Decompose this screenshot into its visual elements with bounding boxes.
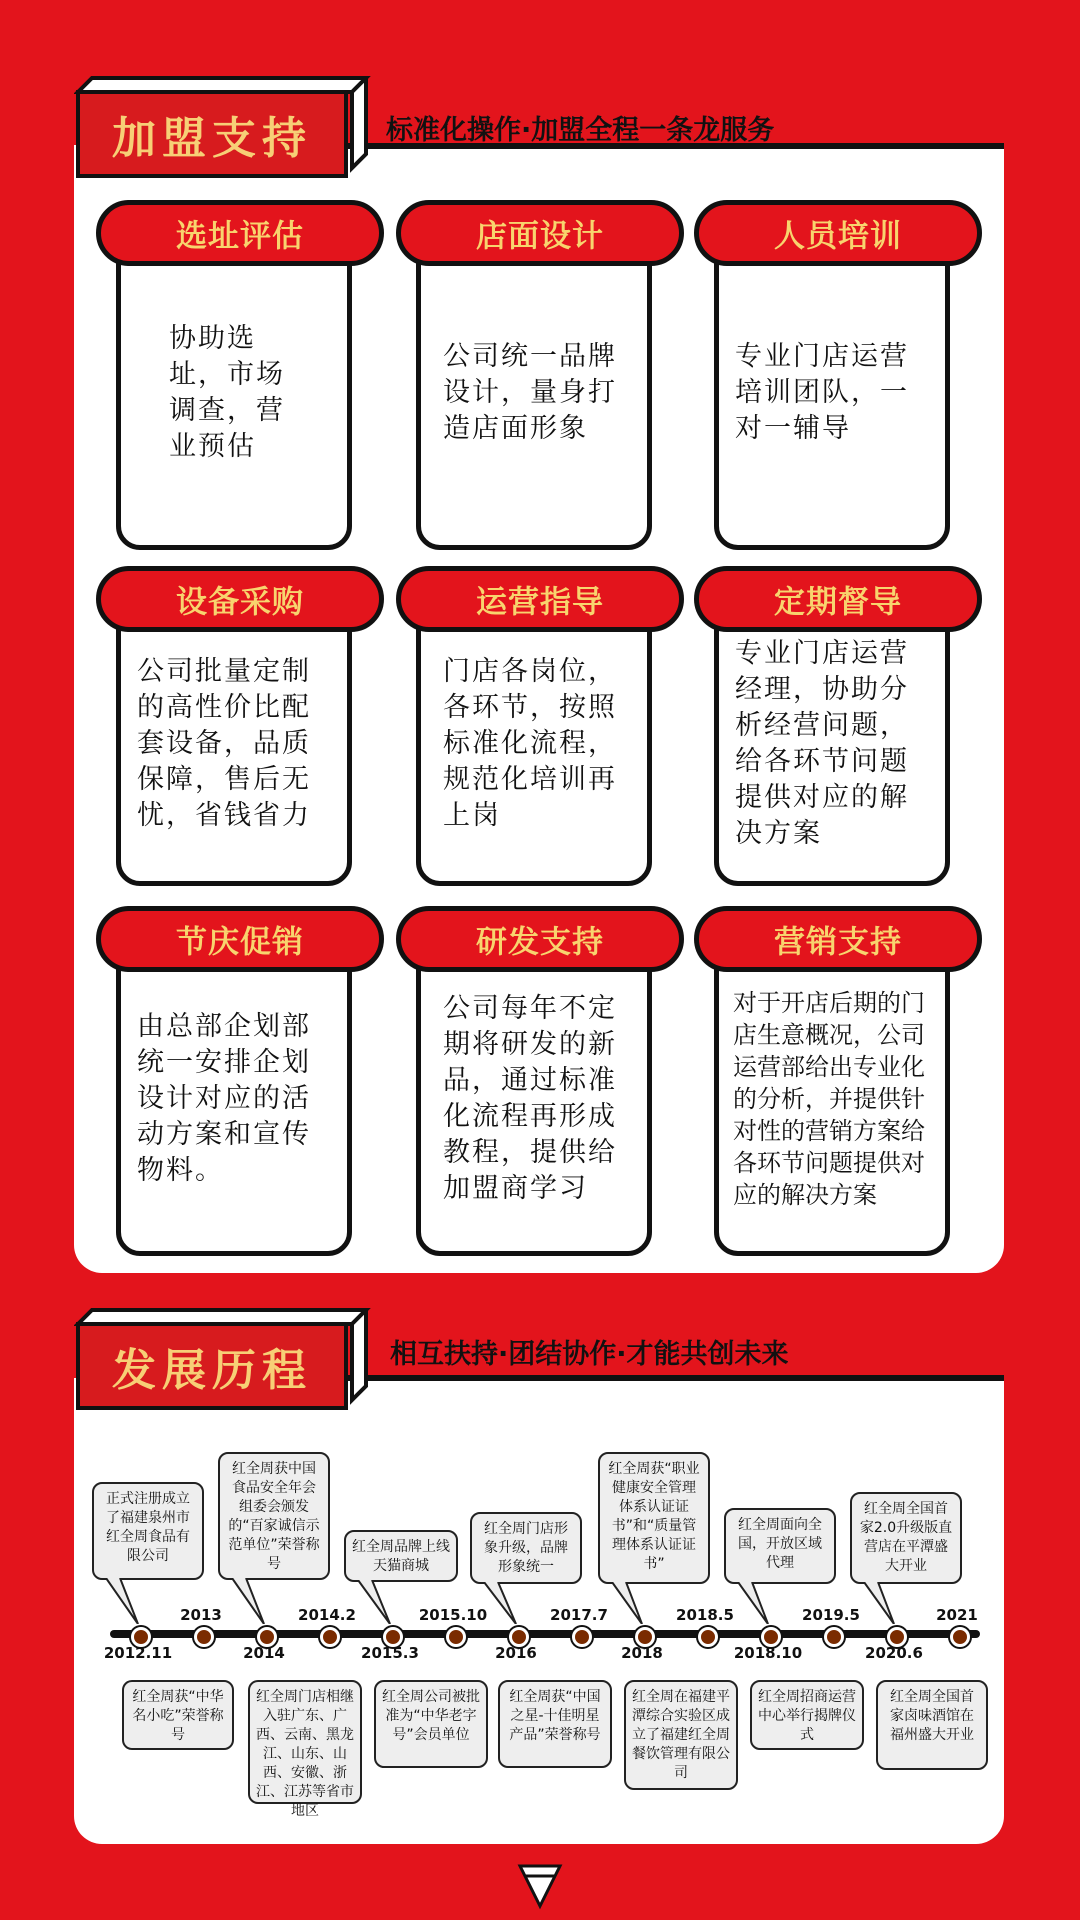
timeline-year: 2020.6 [865,1644,923,1662]
timeline-event-bubble: 红全周门店形象升级，品牌形象统一 [470,1512,582,1584]
timeline-year: 2014.2 [298,1606,356,1624]
service-card-text: 门店各岗位，各环节，按照标准化流程，规范化培训再上岗 [443,656,617,831]
timeline-event-bubble: 红全周获“中国之星-十佳明星产品”荣誉称号 [498,1680,612,1768]
service-card-title: 节庆促销 [176,924,304,961]
service-card [396,200,684,550]
timeline-dot [194,1627,214,1647]
timeline-year: 2015.3 [361,1644,419,1662]
timeline-year: 2019.5 [802,1606,860,1624]
timeline-bubble-pointer [354,1580,400,1624]
timeline-year: 2018 [621,1644,663,1662]
service-card-text: 公司每年不定期将研发的新品，通过标准化流程再形成教程，提供给加盟商学习 [443,993,617,1204]
timeline-bubble-pointer [886,1644,946,1682]
section2-subtitle: 相互扶持·团结协作·才能共创未来 [390,1339,789,1370]
timeline-dot [446,1627,466,1647]
timeline-event-bubble: 红全周获中国食品安全年会组委会颁发的“百家诚信示范单位”荣誉称号 [218,1452,330,1580]
timeline-bubble-pointer [608,1582,652,1624]
timeline-dot [698,1627,718,1647]
service-card-title: 人员培训 [774,218,902,255]
timeline-bubble-pointer [508,1644,568,1682]
timeline-event-bubble: 红全周招商运营中心举行揭牌仪式 [750,1680,864,1750]
service-card-text: 协助选址，市场调查，营业预估 [169,323,285,462]
timeline-year: 2017.7 [550,1606,608,1624]
section1-subtitle: 标准化操作·加盟全程一条龙服务 [386,115,775,146]
timeline-year: 2015.10 [418,1606,488,1624]
service-card-title: 营销支持 [774,924,902,961]
service-card [96,200,384,550]
timeline-dot [824,1627,844,1647]
service-card [396,566,684,886]
timeline-year: 2014 [243,1644,285,1662]
service-card [96,566,384,886]
timeline-year: 2012.11 [103,1644,173,1662]
service-card-title: 选址评估 [176,218,304,255]
timeline-event-bubble: 红全周在福建平潭综合实验区成立了福建红全周餐饮管理有限公司 [624,1680,738,1790]
timeline-dot [572,1627,592,1647]
timeline-event-bubble: 红全周公司被批准为“中华老字号”会员单位 [374,1680,488,1768]
timeline-event-bubble: 红全周品牌上线天猫商城 [344,1530,458,1582]
timeline-bubble-pointer [480,1582,526,1624]
timeline-event-bubble: 正式注册成立了福建泉州市红全周食品有限公司 [92,1482,204,1580]
down-arrow-icon[interactable] [516,1862,564,1910]
timeline-bubble-pointer [228,1578,274,1624]
timeline-axis [110,1630,980,1638]
service-card [396,906,684,1256]
timeline-year: 2018.5 [676,1606,734,1624]
timeline-event-bubble: 红全周获“职业健康安全管理体系认证证书”和“质量管理体系认证证书” [598,1452,710,1584]
timeline-event-bubble: 红全周全国首家2.0升级版直营店在平潭盛大开业 [850,1492,962,1584]
timeline-dot [320,1627,340,1647]
section2-title: 发展历程 [112,1345,312,1396]
service-card [96,906,384,1256]
service-card [694,566,982,886]
service-card-title: 运营指导 [476,584,604,621]
service-card-title: 设备采购 [176,584,304,621]
timeline-event-bubble: 红全周门店相继入驻广东、广西、云南、黑龙江、山东、山西、安徽、浙江、江苏等省市地区 [248,1680,362,1804]
service-card-text: 专业门店运营经理，协助分析经营问题，给各环节问题提供对应的解决方案 [735,638,909,849]
timeline-year: 2021 [936,1606,978,1624]
timeline-event-bubble: 红全周面向全国，开放区域代理 [724,1508,836,1584]
timeline-bubble-pointer [734,1582,778,1624]
service-card-text: 由总部企划部统一安排企划设计对应的活动方案和宣传物料。 [137,1011,311,1186]
timeline-bubble-pointer [384,1644,444,1682]
service-card-title: 定期督导 [774,584,902,621]
service-card-title: 研发支持 [476,924,604,961]
timeline-bubble-pointer [860,1582,904,1624]
timeline-bubble-pointer [760,1644,820,1682]
timeline-bubble-pointer [258,1644,318,1682]
service-card-text: 对于开店后期的门店生意概况，公司运营部给出专业化的分析，并提供针对性的营销方案给各环节问题提供对应的解决方案 [733,989,925,1209]
section1-title-box [76,90,348,178]
timeline-year: 2018.10 [733,1644,803,1662]
timeline-event-bubble: 红全周获“中华名小吃”荣誉称号 [122,1680,234,1750]
timeline-year: 2016 [495,1644,537,1662]
timeline-bubble-pointer [634,1644,694,1682]
section2-title-box [76,1322,348,1410]
timeline-event-bubble: 红全周全国首家卤味酒馆在福州盛大开业 [876,1680,988,1770]
timeline-bubble-pointer [132,1644,192,1682]
service-card-text: 公司批量定制的高性价比配套设备，品质保障，售后无忧，省钱省力 [137,656,311,831]
timeline-dot [950,1627,970,1647]
service-card-title: 店面设计 [476,218,604,255]
service-card-text: 专业门店运营培训团队，一对一辅导 [735,341,909,444]
section2-rule [348,1375,1004,1381]
timeline-year: 2013 [180,1606,222,1624]
section1-title: 加盟支持 [112,113,312,164]
service-card [694,906,982,1256]
timeline-bubble-pointer [102,1578,148,1624]
service-card-text: 公司统一品牌设计，量身打造店面形象 [443,341,617,444]
service-card [694,200,982,550]
